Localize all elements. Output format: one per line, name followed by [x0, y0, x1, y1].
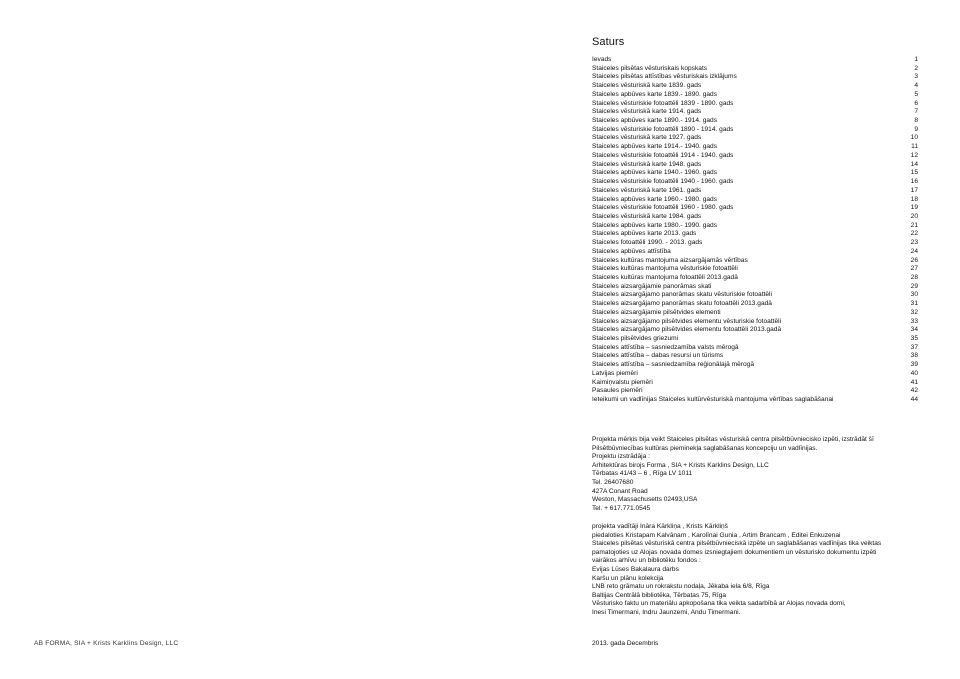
toc-row — [592, 152, 918, 161]
toc-page-number: 12 — [910, 151, 918, 159]
toc-row — [592, 265, 918, 274]
toc-label: Staiceles attīstība – sasniedzamība reģionālajā mērogā — [592, 361, 755, 369]
toc-row — [592, 239, 918, 248]
toc-page-number: 5 — [914, 90, 918, 98]
toc-label: Staiceles kultūras mantojuma fotoattēli 2013.gadā — [592, 273, 738, 281]
footer-company: AB FORMA, SIA + Krists Karklins Design, LLC — [34, 640, 179, 647]
toc-label: Staiceles pilsētas attīstības vēsturiskais izklājums — [592, 73, 737, 81]
toc-page-number: 32 — [910, 308, 918, 316]
toc-row — [592, 196, 918, 205]
toc-page-number: 18 — [910, 195, 918, 203]
toc-page-number: 31 — [910, 300, 918, 308]
toc-label: Staiceles attīstība – sasniedzamība valsts mērogā — [592, 343, 739, 351]
toc-page-number: 15 — [910, 169, 918, 177]
toc-page-number: 21 — [910, 221, 918, 229]
project-info-line: Tel. 26407680 — [592, 478, 634, 486]
toc-label: Staiceles vēsturiskā karte 1927. gads — [592, 134, 702, 142]
toc-page-number: 7 — [914, 108, 918, 116]
toc-row — [592, 100, 918, 109]
credits-line: LNB reto grāmatu un rokrakstu nodaļa, Jēkaba iela 6/8, Rīga — [592, 583, 770, 591]
toc-label: Staiceles kultūras mantojuma vēsturiskie fotoattēli — [592, 265, 738, 273]
toc-page-number: 23 — [910, 239, 918, 247]
project-info-line: Projekta mērķis bija veikt Staiceles pilsētas vēsturiskā centra pilsētbūvniecisko izpēti, izstrādāt šī — [592, 436, 874, 443]
toc-label: Staiceles apbūves karte 1940.- 1960. gads — [592, 169, 717, 177]
toc-label: Staiceles aizsargājamo panorāmas skatu vēsturiskie fotoattēli — [592, 291, 772, 299]
credits-line: Inesi Timermani, Indru Jaunzemi, Andu Timermani. — [592, 608, 741, 616]
credits-line: projekta vadītāji Ināra Kārkliņa , Krists Kārkliņš — [592, 523, 728, 530]
toc-page-number: 16 — [910, 178, 918, 186]
toc-page-number: 28 — [910, 273, 918, 281]
toc-row — [592, 318, 918, 327]
toc-page-number: 1 — [914, 56, 918, 63]
toc-label: Ievads — [592, 56, 612, 63]
toc-page-number: 2 — [914, 64, 918, 72]
credits-line: Karšu un plānu kolekcija — [592, 574, 664, 582]
toc-label: Pasaules piemēri — [592, 387, 643, 395]
project-info-line: Projektu izstrādāja : — [592, 453, 650, 461]
credits-line: Staiceles pilsētas vēsturiskā centra pilsētbūvnieciskā izpēte un saglabāšanas vadlīnijas tika veiktas — [592, 540, 882, 548]
toc-page-number: 10 — [910, 134, 918, 142]
toc-label: Staiceles vēsturiskie fotoattēli 1940 - 1960. gads — [592, 178, 734, 186]
toc-label: Staiceles aizsargājamo panorāmas skatu fotoattēli 2013.gadā — [592, 300, 772, 308]
toc-row — [592, 187, 918, 196]
project-info-line: Weston, Massachusetts 02493,USA — [592, 496, 698, 504]
credits-line: Baltijas Centrālā bibliotēka, Tērbatas 75, Rīga — [592, 591, 727, 599]
toc-page-number: 24 — [910, 247, 918, 255]
toc-row — [592, 73, 918, 82]
toc-label: Staiceles kultūras mantojuma aizsargājamās vērtības — [592, 256, 748, 264]
project-info-line: Pilsētbūvniecības kultūras pieminekļa saglabāšanas koncepciju un vadlīnijas. — [592, 444, 818, 452]
toc-page-number: 44 — [910, 396, 918, 404]
toc-label: Staiceles apbūves karte 1890.- 1914. gads — [592, 117, 717, 125]
toc-row — [592, 117, 918, 126]
toc-page-number: 14 — [910, 160, 918, 168]
toc-label: Staiceles vēsturiskie fotoattēli 1839 - 1890. gads — [592, 99, 734, 107]
toc-page-number: 33 — [910, 317, 918, 325]
toc-label: Staiceles attīstība – dabas resursi un tūrisms — [592, 352, 724, 360]
toc-page-number: 39 — [910, 361, 918, 369]
credits-line: piedaloties Kristapam Kalvānam , Karolīnai Gunia , Artim Brancam , Editei Enkuzenai — [592, 531, 841, 539]
toc-page-number: 34 — [910, 326, 918, 334]
toc-label: Ieteikumi un vadlīnijas Staiceles kultūrvēsturiskā mantojuma vērtības saglabāšanai — [592, 396, 834, 404]
toc-label: Staiceles apbūves karte 2013. gads — [592, 230, 697, 238]
toc-row — [592, 204, 918, 213]
toc-label: Staiceles apbūves karte 1914.- 1940. gads — [592, 143, 717, 151]
toc-page-number: 8 — [914, 117, 918, 125]
project-credits — [592, 523, 922, 618]
toc-label: Staiceles vēsturiskā karte 1914. gads — [592, 108, 702, 116]
toc-label: Staiceles aizsargājamie panorāmas skati — [592, 282, 712, 290]
toc-page-number: 38 — [910, 352, 918, 360]
toc-label: Staiceles vēsturiskā karte 1839. gads — [592, 82, 702, 90]
toc-label: Latvijas piemēri — [592, 369, 638, 377]
toc-row — [592, 178, 918, 187]
toc-row — [592, 335, 918, 344]
toc-label: Staiceles vēsturiskie fotoattēli 1960 - 1980. gads — [592, 204, 734, 212]
credits-line: Vēsturisko faktu un materiālu apkopošana tika veikta sadarbībā ar Alojas novada domi, — [592, 600, 846, 608]
toc-row — [592, 143, 918, 152]
toc-label: Staiceles fotoattēli 1990. - 2013. gads — [592, 239, 703, 247]
toc-row — [592, 108, 918, 117]
toc-row — [592, 126, 918, 135]
toc-row — [592, 309, 918, 318]
table-of-contents — [592, 56, 918, 405]
credits-line: vairākos arhīvu un bibliotēku fondos : — [592, 557, 701, 565]
toc-page-number: 20 — [910, 212, 918, 220]
toc-row — [592, 387, 918, 396]
toc-page-number: 35 — [910, 335, 918, 342]
toc-label: Staiceles vēsturiskā karte 1961. gads — [592, 186, 702, 194]
toc-row — [592, 361, 918, 370]
toc-row — [592, 161, 918, 170]
toc-page-number: 4 — [914, 82, 918, 90]
toc-page-number: 11 — [911, 143, 918, 151]
toc-row — [592, 344, 918, 353]
toc-label: Staiceles aizsargājamie pilsētvides elementi — [592, 308, 721, 316]
toc-row — [592, 257, 918, 266]
toc-page-number: 9 — [914, 125, 918, 133]
page-title: Saturs — [592, 36, 625, 48]
project-info — [592, 436, 922, 513]
toc-page-number: 29 — [910, 282, 918, 290]
toc-row — [592, 82, 918, 91]
toc-row — [592, 230, 918, 239]
toc-row — [592, 91, 918, 100]
toc-row — [592, 326, 918, 335]
toc-row — [592, 213, 918, 222]
toc-label: Staiceles aizsargājamo pilsētvides elementu vēsturiskie fotoattēli — [592, 317, 782, 325]
toc-label: Staiceles vēsturiskie fotoattēli 1890 - 1914. gads — [592, 125, 734, 133]
toc-page-number: 40 — [910, 369, 918, 377]
toc-label: Staiceles pilsētvides griezumi — [592, 335, 679, 342]
toc-label: Kaimiņvalstu piemēri — [592, 378, 653, 386]
credits-line: Evijas Lūses Bakalaura darbs — [592, 565, 679, 573]
toc-label: Staiceles apbūves attīstība — [592, 247, 671, 255]
toc-row — [592, 65, 918, 74]
toc-page-number: 37 — [910, 343, 918, 351]
toc-row — [592, 134, 918, 143]
toc-label: Staiceles apbūves karte 1960.- 1980. gads — [592, 195, 717, 203]
toc-row — [592, 379, 918, 388]
toc-row — [592, 291, 918, 300]
toc-page-number: 22 — [910, 230, 918, 238]
toc-page-number: 26 — [910, 256, 918, 264]
toc-row — [592, 283, 918, 292]
toc-label: Staiceles pilsētas vēsturiskais kopskats — [592, 64, 708, 72]
toc-page-number: 41 — [910, 378, 918, 386]
project-info-line: Arhitektūras birojs Forma , SIA + Krists Karklins Design, LLC — [592, 461, 769, 469]
toc-page-number: 42 — [910, 387, 918, 395]
toc-page-number: 3 — [914, 73, 918, 81]
toc-label: Staiceles vēsturiskā karte 1948. gads — [592, 160, 702, 168]
toc-row — [592, 370, 918, 379]
toc-label: Staiceles vēsturiskā karte 1984. gads — [592, 212, 702, 220]
toc-row — [592, 300, 918, 309]
toc-page-number: 27 — [910, 265, 918, 273]
toc-page-number: 17 — [910, 186, 918, 194]
toc-label: Staiceles vēsturiskie fotoattēli 1914 - 1940. gads — [592, 151, 734, 159]
toc-row — [592, 248, 918, 257]
toc-label: Staiceles apbūves karte 1980.- 1990. gads — [592, 221, 717, 229]
toc-page-number: 19 — [910, 204, 918, 212]
toc-page-number: 6 — [914, 99, 918, 107]
project-info-line: Tērbatas 41/43 – 6 , Rīga LV 1011 — [592, 470, 693, 478]
toc-label: Staiceles apbūves karte 1839.- 1890. gads — [592, 90, 717, 98]
toc-row — [592, 274, 918, 283]
toc-row — [592, 396, 918, 405]
toc-row — [592, 56, 918, 65]
project-info-line: Tel. + 617.771.0545 — [592, 504, 651, 512]
document-date: 2013. gada Decembris — [592, 640, 659, 647]
toc-page-number: 30 — [910, 291, 918, 299]
toc-label: Staiceles aizsargājamo pilsētvides elementu fotoattēli 2013.gadā — [592, 326, 782, 334]
project-info-line: 427A Conant Road — [592, 487, 648, 495]
toc-row — [592, 169, 918, 178]
toc-row — [592, 222, 918, 231]
credits-line: pamatojoties uz Alojas novada domes izsniegtajiem dokumentiem un vēsturisko dokumentu izpēti — [592, 548, 877, 556]
toc-row — [592, 352, 918, 361]
